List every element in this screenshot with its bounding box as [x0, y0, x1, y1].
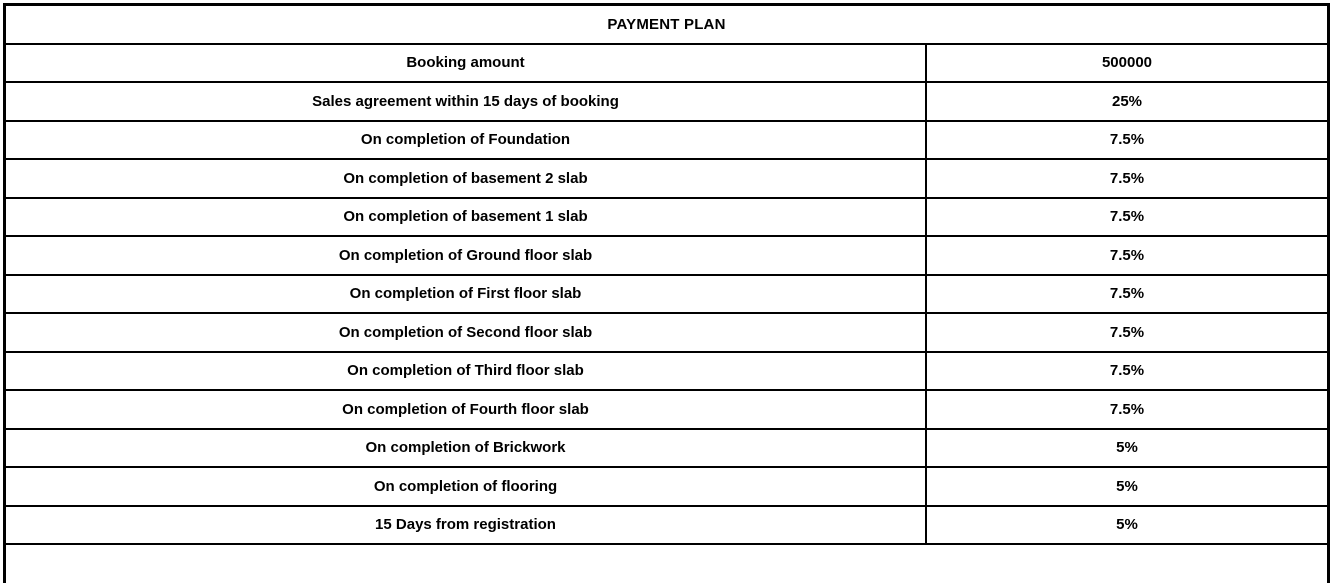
stage-cell: On completion of Brickwork [6, 429, 926, 468]
amount-cell: 5% [926, 506, 1327, 545]
stage-cell: On completion of basement 1 slab [6, 198, 926, 237]
payment-plan-sheet [3, 3, 1330, 583]
amount-cell: 7.5% [926, 313, 1327, 352]
table-row [6, 121, 1327, 160]
stage-cell: 15 Days from registration [6, 506, 926, 545]
table-row [6, 82, 1327, 121]
table-row [6, 198, 1327, 237]
table-row [6, 313, 1327, 352]
table-row [6, 429, 1327, 468]
stage-cell: On completion of Second floor slab [6, 313, 926, 352]
table-row [6, 352, 1327, 391]
table-row [6, 467, 1327, 506]
amount-cell: 5% [926, 429, 1327, 468]
amount-cell: 7.5% [926, 275, 1327, 314]
table-row [6, 506, 1327, 545]
stage-cell: Booking amount [6, 44, 926, 83]
stage-cell: On completion of flooring [6, 467, 926, 506]
stage-cell: On completion of Ground floor slab [6, 236, 926, 275]
stage-cell: On completion of Third floor slab [6, 352, 926, 391]
amount-cell: 7.5% [926, 121, 1327, 160]
table-row [6, 44, 1327, 83]
table-title: PAYMENT PLAN [6, 6, 1327, 44]
stage-cell: On completion of Fourth floor slab [6, 390, 926, 429]
stage-cell: Sales agreement within 15 days of booking [6, 82, 926, 121]
stage-cell: On completion of Foundation [6, 121, 926, 160]
stage-cell: On completion of First floor slab [6, 275, 926, 314]
amount-cell: 7.5% [926, 198, 1327, 237]
amount-cell: 7.5% [926, 159, 1327, 198]
amount-cell: 7.5% [926, 236, 1327, 275]
table-row [6, 159, 1327, 198]
amount-cell: 25% [926, 82, 1327, 121]
amount-cell: 5% [926, 467, 1327, 506]
amount-cell: 7.5% [926, 352, 1327, 391]
table-row [6, 390, 1327, 429]
amount-cell: 500000 [926, 44, 1327, 83]
payment-plan-table [6, 6, 1327, 545]
table-row [6, 275, 1327, 314]
table-row [6, 236, 1327, 275]
stage-cell: On completion of basement 2 slab [6, 159, 926, 198]
amount-cell: 7.5% [926, 390, 1327, 429]
title-row [6, 6, 1327, 44]
